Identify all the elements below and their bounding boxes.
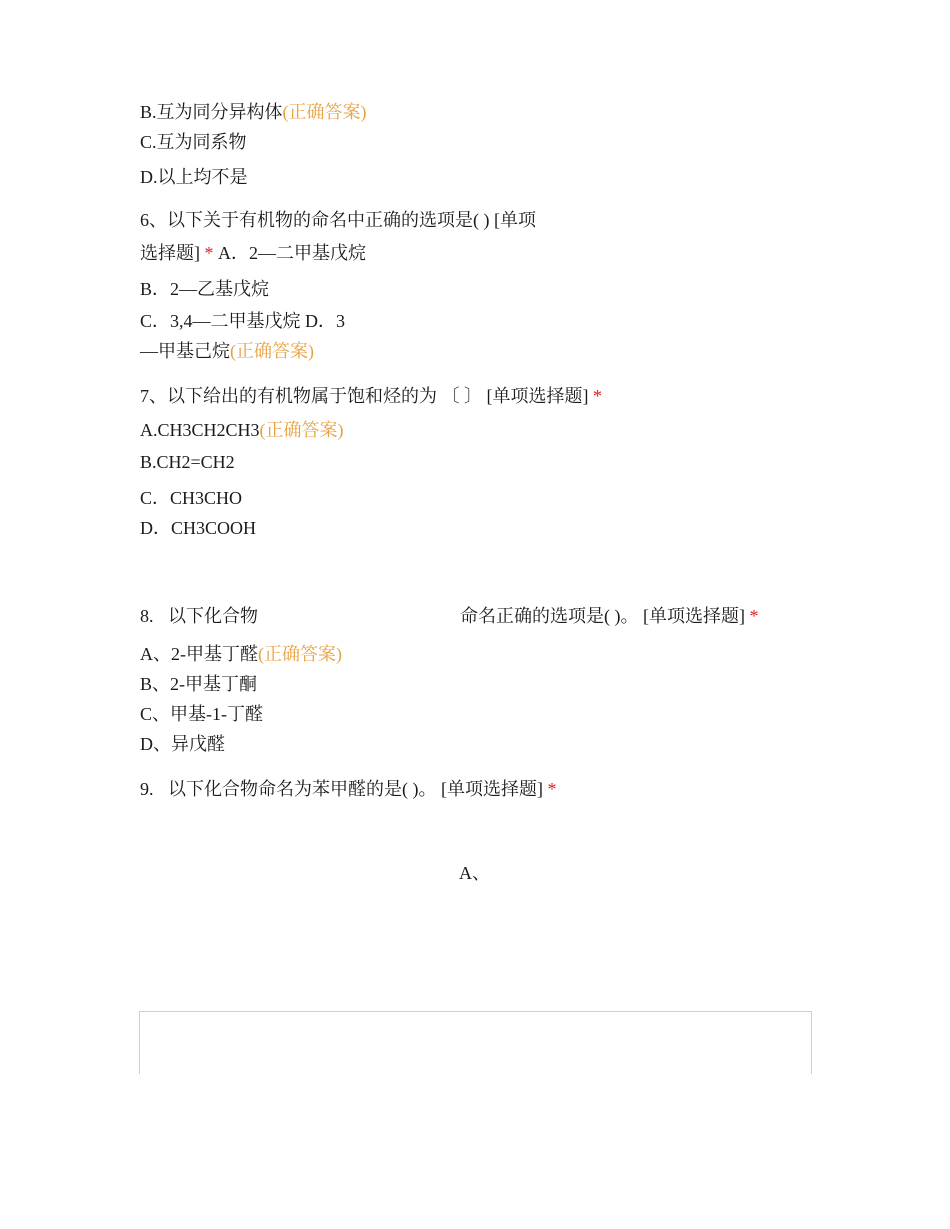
q5-option-c-text: C.互为同系物: [140, 132, 247, 152]
q8-option-a[interactable]: [140, 643, 342, 665]
q5-option-d[interactable]: [140, 166, 248, 188]
correct-answer-tag: (正确答案): [230, 341, 314, 361]
q6-option-b-text: B．2—乙基戊烷: [140, 279, 270, 299]
required-asterisk: *: [749, 606, 759, 626]
q9-stem: [140, 778, 556, 800]
q8-option-b[interactable]: [140, 673, 257, 695]
q7-stem: [140, 385, 602, 407]
q5-option-c[interactable]: [140, 131, 247, 153]
correct-answer-tag: (正确答案): [258, 644, 342, 664]
q8-stem: [140, 605, 258, 627]
q7-option-d[interactable]: [140, 517, 256, 539]
q8-option-b-text: B、2-甲基丁酮: [140, 674, 257, 694]
structure-image-frame: [139, 1011, 812, 1074]
required-asterisk: *: [204, 243, 214, 263]
q5-option-d-text: D.以上均不是: [140, 167, 248, 187]
q6-option-d-cont[interactable]: [140, 340, 314, 362]
q9-number: 9.: [140, 779, 154, 799]
required-asterisk: *: [593, 386, 602, 406]
q6-option-cd[interactable]: [140, 310, 345, 332]
q6-option-cd-text: C．3,4—二甲基戊烷 D．3: [140, 311, 346, 331]
q8-option-c[interactable]: [140, 703, 263, 725]
q6-stem-line2: [140, 242, 366, 264]
q7-option-a-text: A.CH3CH2CH3: [140, 420, 260, 440]
q8-stem-left: 以下化合物: [168, 606, 258, 626]
q9-option-a-text: A、: [459, 863, 490, 883]
q7-option-d-text: D．CH3COOH: [140, 518, 257, 538]
q7-stem-text: 7、以下给出的有机物属于饱和烃的为 〔 〕 [单项选择题]: [140, 386, 589, 406]
q7-option-c-text: C．CH3CHO: [140, 488, 243, 508]
q7-option-a[interactable]: [140, 419, 344, 441]
q6-stem-text-2: 选择题]: [140, 243, 200, 263]
correct-answer-tag: (正确答案): [259, 420, 344, 440]
correct-answer-tag: (正确答案): [282, 102, 367, 122]
q9-option-a[interactable]: [459, 862, 490, 884]
q9-stem-text: 以下化合物命名为苯甲醛的是( )。 [单项选择题]: [168, 779, 543, 799]
q8-number: 8.: [140, 606, 154, 626]
q7-option-c[interactable]: [140, 487, 242, 509]
q6-stem: [140, 209, 536, 231]
q7-option-b[interactable]: [140, 451, 235, 473]
q8-option-c-text: C、甲基-1-丁醛: [140, 704, 263, 724]
q8-option-a-text: A、2-甲基丁醛: [140, 644, 258, 664]
q5-option-b[interactable]: [140, 101, 367, 123]
q6-stem-text: 6、以下关于有机物的命名中正确的选项是( ) [单项: [140, 210, 536, 230]
q8-stem-right: [460, 605, 758, 627]
q6-option-b[interactable]: [140, 278, 269, 300]
q6-option-a-text[interactable]: A．2—二甲基戊烷: [218, 243, 366, 263]
q8-option-d[interactable]: [140, 733, 225, 755]
q6-option-d-text: —甲基己烷: [140, 341, 230, 361]
required-asterisk: *: [547, 779, 557, 799]
q5-option-b-text: B.互为同分异构体: [140, 102, 283, 122]
q7-option-b-text: B.CH2=CH2: [140, 452, 235, 472]
q8-stem-right-text: 命名正确的选项是( )。 [单项选择题]: [460, 606, 745, 626]
q8-option-d-text: D、异戊醛: [140, 734, 225, 754]
